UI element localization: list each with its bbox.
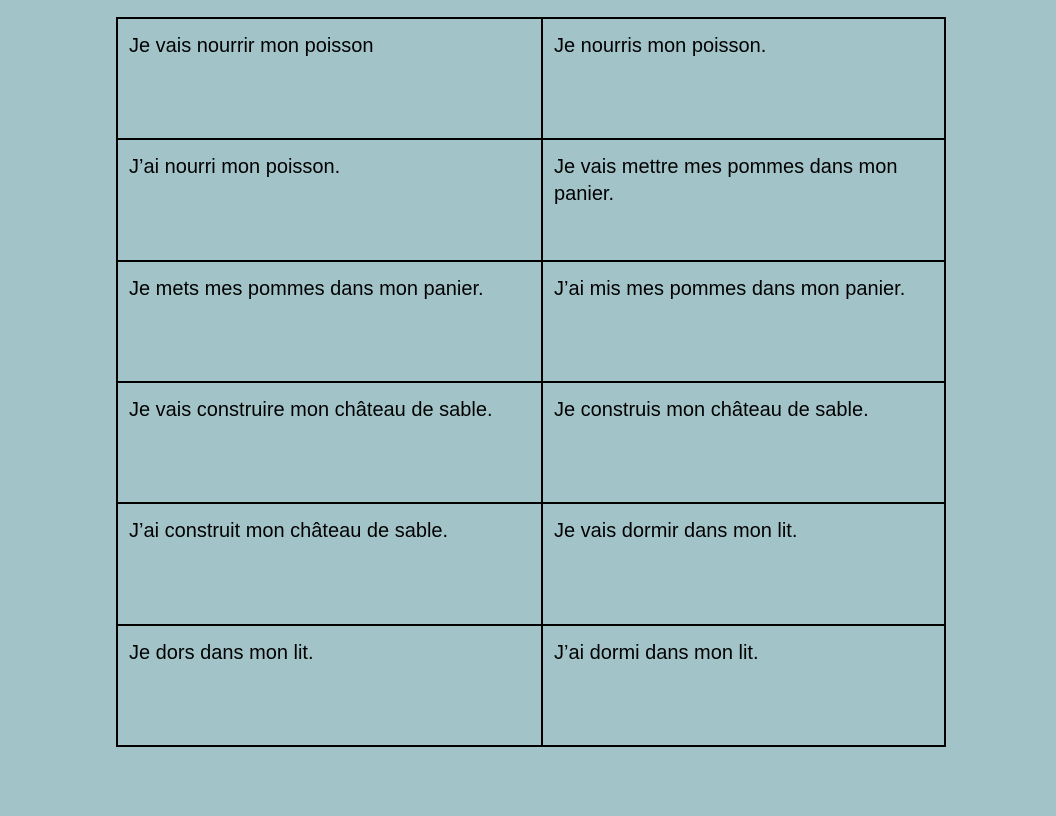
table-row (117, 139, 945, 260)
table-row (117, 625, 945, 746)
sentence-card: J’ai construit mon château de sable. (117, 503, 542, 624)
sentence-card-table (116, 17, 946, 747)
sentence-card: Je nourris mon poisson. (542, 18, 945, 139)
sentence-card: Je dors dans mon lit. (117, 625, 542, 746)
table-row (117, 503, 945, 624)
sentence-card: J’ai dormi dans mon lit. (542, 625, 945, 746)
sentence-card: Je vais construire mon château de sable. (117, 382, 542, 503)
table-row (117, 261, 945, 382)
sentence-card: Je vais mettre mes pommes dans mon panier. (542, 139, 945, 260)
sentence-card: Je mets mes pommes dans mon panier. (117, 261, 542, 382)
sentence-card: Je vais dormir dans mon lit. (542, 503, 945, 624)
table-row (117, 18, 945, 139)
sentence-card: Je construis mon château de sable. (542, 382, 945, 503)
sentence-card: J’ai mis mes pommes dans mon panier. (542, 261, 945, 382)
sentence-card: Je vais nourrir mon poisson (117, 18, 542, 139)
sentence-card: J’ai nourri mon poisson. (117, 139, 542, 260)
table-row (117, 382, 945, 503)
